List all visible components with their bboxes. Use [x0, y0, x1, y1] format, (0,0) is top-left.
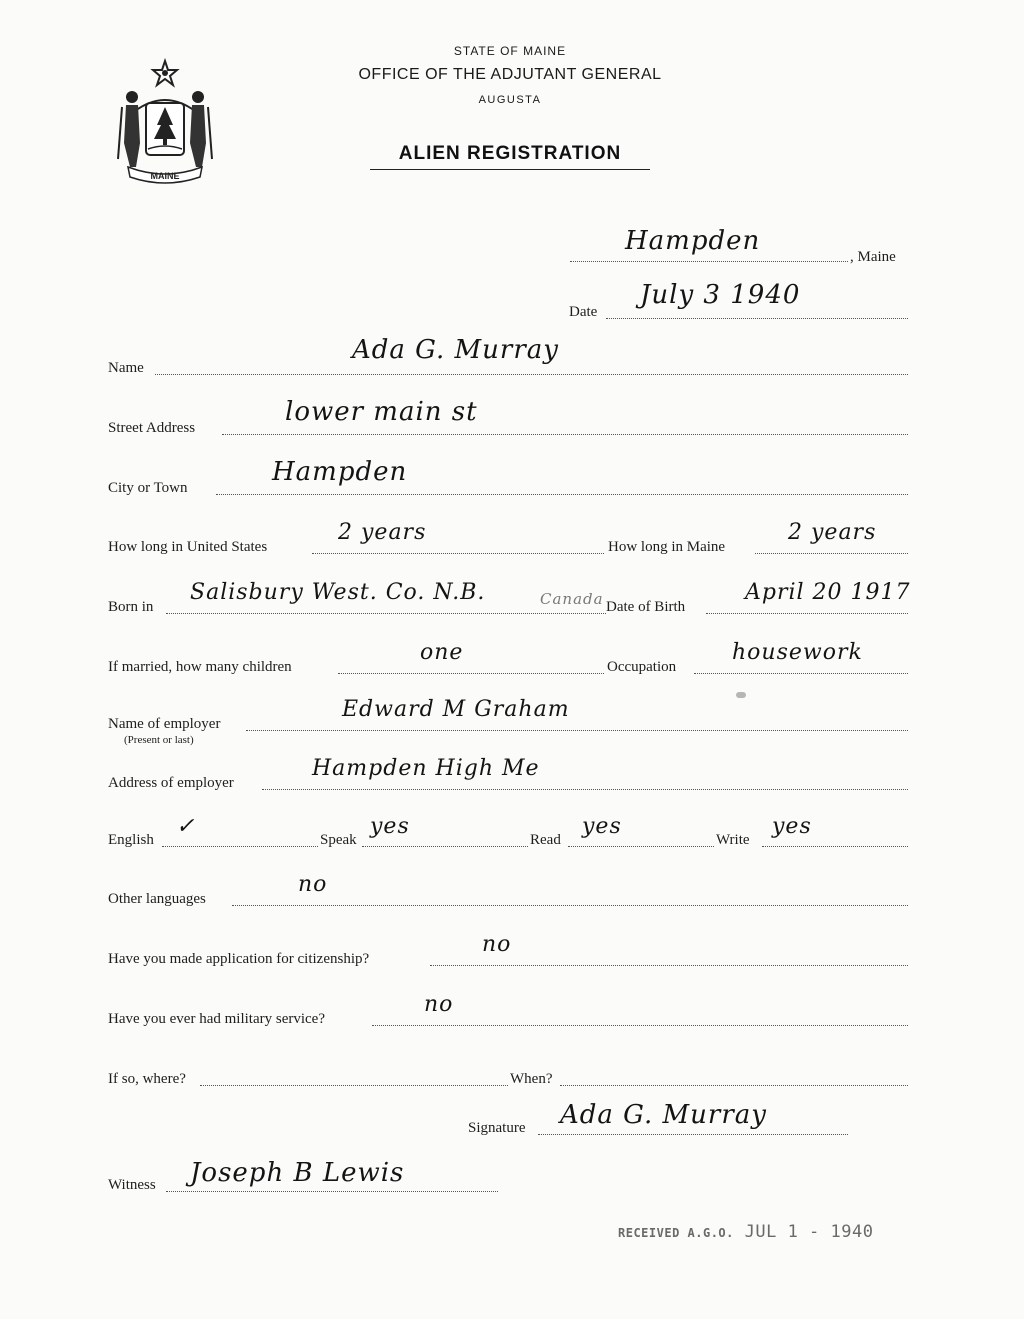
read-label: Read — [530, 832, 561, 848]
city-line — [216, 494, 908, 495]
employer-address-label: Address of employer — [108, 775, 234, 791]
street-label: Street Address — [108, 420, 196, 436]
children-value: one — [420, 640, 464, 665]
witness-value: Joseph B Lewis — [190, 1158, 405, 1188]
received-stamp — [618, 1222, 873, 1242]
speak-line — [362, 846, 528, 847]
english-line — [162, 846, 318, 847]
dob-value: April 20 1917 — [745, 580, 911, 605]
city-value: Hampden — [272, 457, 408, 487]
date-line — [606, 318, 908, 319]
stamp-prefix: RECEIVED A.G.O. — [618, 1226, 734, 1240]
born-value: Salisbury West. Co. N.B. — [190, 580, 486, 605]
office-heading: OFFICE OF THE ADJUTANT GENERAL — [358, 66, 662, 83]
employer-label: Name of employer — [108, 716, 221, 732]
occupation-line — [694, 673, 908, 674]
name-label: Name — [108, 360, 144, 376]
maine-duration-label: How long in Maine — [608, 539, 726, 555]
military-value: no — [424, 992, 454, 1017]
ink-speck — [736, 692, 746, 698]
write-label: Write — [716, 832, 750, 848]
write-line — [762, 846, 908, 847]
employer-value: Edward M Graham — [342, 697, 570, 722]
city-heading: AUGUSTA — [478, 94, 542, 106]
dob-label: Date of Birth — [606, 599, 686, 615]
citizenship-line — [430, 965, 908, 966]
street-line — [222, 434, 908, 435]
date-value: July 3 1940 — [640, 280, 801, 310]
speak-value: yes — [370, 814, 410, 839]
born-country-value: Canada — [540, 590, 604, 608]
born-line — [166, 613, 606, 614]
state-seal-icon — [110, 55, 220, 185]
name-value: Ada G. Murray — [352, 335, 559, 365]
read-value: yes — [582, 814, 622, 839]
where-line — [200, 1085, 508, 1086]
maine-duration-value: 2 years — [788, 520, 877, 545]
employer-address-line — [262, 789, 908, 790]
born-label: Born in — [108, 599, 154, 615]
name-line — [155, 374, 908, 375]
children-line — [338, 673, 604, 674]
city-label: City or Town — [108, 480, 188, 496]
other-languages-value: no — [298, 872, 328, 897]
occupation-value: housework — [732, 640, 863, 665]
signature-label: Signature — [468, 1120, 526, 1136]
signature-line — [538, 1134, 848, 1135]
english-label: English — [108, 832, 154, 848]
signature-value: Ada G. Murray — [560, 1100, 767, 1130]
employer-line — [246, 730, 908, 731]
military-line — [372, 1025, 908, 1026]
english-check: ✓ — [176, 814, 196, 839]
when-label: When? — [510, 1071, 553, 1087]
when-line — [560, 1085, 908, 1086]
employer-address-value: Hampden High Me — [312, 756, 540, 781]
town-label: , Maine — [850, 249, 896, 265]
read-line — [568, 846, 714, 847]
street-value: lower main st — [285, 397, 478, 427]
witness-line — [166, 1191, 498, 1192]
citizenship-label: Have you made application for citizenship? — [108, 951, 370, 967]
stamp-date: JUL 1 - 1940 — [744, 1222, 874, 1242]
speak-label: Speak — [320, 832, 357, 848]
occupation-label: Occupation — [607, 659, 677, 675]
employer-sublabel: (Present or last) — [124, 734, 194, 746]
us-duration-line — [312, 553, 604, 554]
seal-text: MAINE — [150, 171, 180, 181]
witness-label: Witness — [108, 1177, 156, 1193]
date-label: Date — [569, 304, 598, 320]
us-duration-value: 2 years — [338, 520, 427, 545]
state-heading: STATE OF MAINE — [453, 44, 567, 58]
citizenship-value: no — [482, 932, 512, 957]
children-label: If married, how many children — [108, 659, 292, 675]
town-value: Hampden — [625, 226, 761, 256]
maine-duration-line — [755, 553, 908, 554]
dob-line — [706, 613, 908, 614]
where-label: If so, where? — [108, 1071, 186, 1087]
military-label: Have you ever had military service? — [108, 1011, 325, 1027]
us-duration-label: How long in United States — [108, 539, 268, 555]
other-languages-label: Other languages — [108, 891, 206, 907]
form-title: ALIEN REGISTRATION — [370, 143, 650, 170]
write-value: yes — [772, 814, 812, 839]
other-languages-line — [232, 905, 908, 906]
town-line — [570, 261, 848, 262]
